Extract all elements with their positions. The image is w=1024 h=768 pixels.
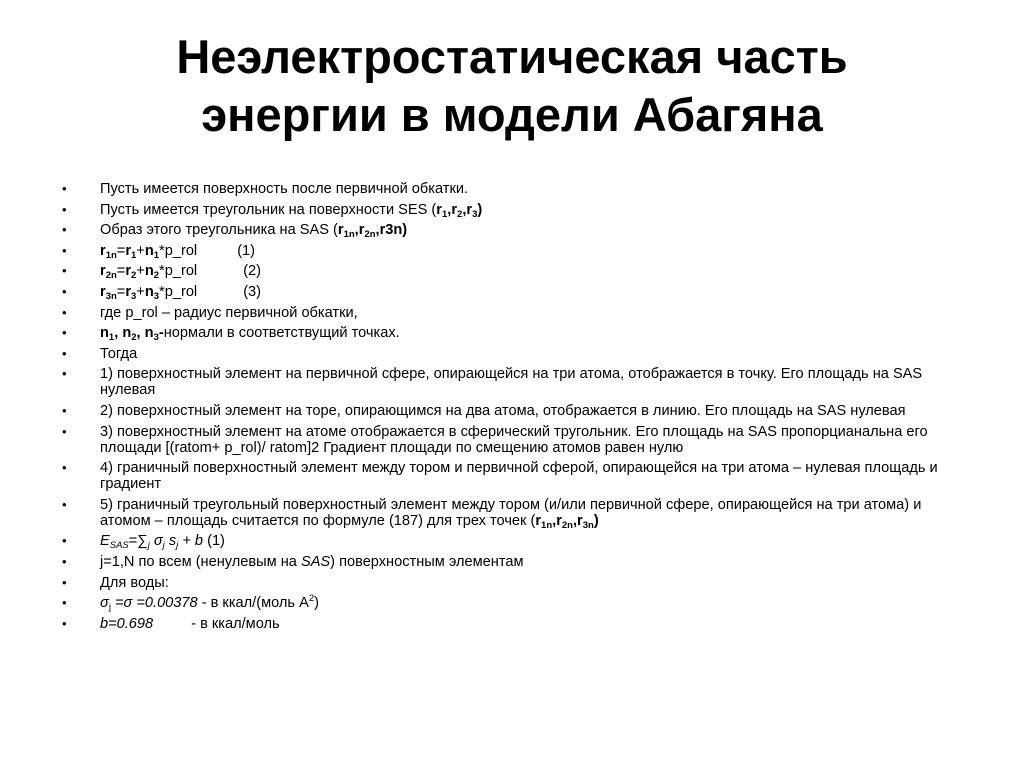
list-item: • b=0.698 - в ккал/моль bbox=[62, 615, 280, 632]
equation-number: (1) bbox=[237, 242, 256, 259]
bullet-icon: • bbox=[62, 574, 67, 590]
bullet-icon: • bbox=[62, 242, 67, 258]
list-item: • Пусть имеется поверхность после первичной обкатки. bbox=[62, 181, 469, 197]
bullet-icon: • bbox=[62, 222, 67, 238]
slide-title bbox=[0, 28, 1024, 144]
bullet-icon: • bbox=[62, 201, 67, 217]
bullet-icon: • bbox=[62, 496, 67, 512]
bullet-icon: • bbox=[62, 460, 67, 476]
list-item: • 3) поверхностный элемент на атоме отображается в сферический тругольник. Его площадь на SAS пропорцианальна его площади [(ratom+ p_rol)/ ratom]2 Градиент площади по смещению атомов равен нулю bbox=[62, 423, 928, 456]
formula-energy: $E_{SAS}$ bbox=[100, 533, 129, 552]
list-item: • $r_{3n}=r_3+n_3*p\_rol$ (3) bbox=[62, 283, 262, 302]
title-line-1: Неэлектростатическая часть bbox=[176, 30, 848, 83]
bullet-icon: • bbox=[62, 533, 67, 549]
bullet-icon: • bbox=[62, 345, 67, 361]
list-item: • 1) поверхностный элемент на первичной сфере, опирающейся на три атома, отображается в точку. Его площадь на SAS нулевая bbox=[62, 366, 923, 399]
title-line-2: энергии в модели Абагяна bbox=[201, 88, 823, 141]
bullet-icon: • bbox=[62, 366, 67, 382]
list-item: • $\sigma_j =\sigma =0.00378 - в$ ккал/(моль $А^2$) bbox=[62, 593, 319, 614]
list-item: • 2) поверхностный элемент на торе, опирающимся на два атома, отображается в линию. Его площадь на SAS нулевая bbox=[62, 402, 906, 419]
list-item: • 4) граничный поверхностный элемент между тором и первичной сферой, опирающейся на три атома – нулевая площадь и градиент bbox=[62, 460, 938, 493]
list-item: • $r_{1n}=r_1+n_1*p\_rol$ (1) bbox=[62, 242, 256, 261]
bullet-icon: • bbox=[62, 615, 67, 631]
list-item: • 5) граничный треугольный поверхностный элемент между тором (и/или первичной сфере, опирающейся на три атома) и атомом – площадь считается по формуле (187) для трех точек $(r_{1n},r_{2n},r_{3n})$ bbox=[62, 496, 922, 531]
bullet-icon: • bbox=[62, 402, 67, 418]
bullet-icon: • bbox=[62, 304, 67, 320]
bullet-icon: • bbox=[62, 553, 67, 569]
list-item: • $n_1$, $n_2$, $n_3$-нормали в соответствущий точках. bbox=[62, 325, 400, 344]
equation-number: (2) bbox=[243, 263, 262, 280]
bullet-icon: • bbox=[62, 283, 67, 299]
list-item: • j=1,N по всем (ненулевым на SAS) поверхностным элементам bbox=[62, 553, 524, 570]
list-item: • $r_{2n}=r_2+n_2*p\_rol$ (2) bbox=[62, 263, 262, 282]
equation-number: (3) bbox=[243, 283, 262, 300]
list-item: • $E_{SAS}=\sum_j$ $\sigma_j$ $s_j + b$ (1) bbox=[62, 533, 225, 552]
list-item: • Тогда bbox=[62, 345, 138, 362]
bullet-icon: • bbox=[62, 325, 67, 341]
bullet-icon: • bbox=[62, 181, 67, 196]
list-item: • Образ этого треугольника на SAS $(r_{1n},r_{2n},r3n)$ bbox=[62, 222, 408, 241]
list-item: • Для воды: bbox=[62, 574, 169, 591]
bullet-icon: • bbox=[62, 595, 67, 611]
list-item: • Пусть имеется треугольник на поверхности SES $(r_1,r_2,r_3)$ bbox=[62, 201, 483, 220]
bullet-icon: • bbox=[62, 263, 67, 279]
list-item: • где p_rol – радиус первичной обкатки, bbox=[62, 304, 358, 321]
bullet-icon: • bbox=[62, 423, 67, 439]
bullet-list bbox=[62, 181, 967, 636]
